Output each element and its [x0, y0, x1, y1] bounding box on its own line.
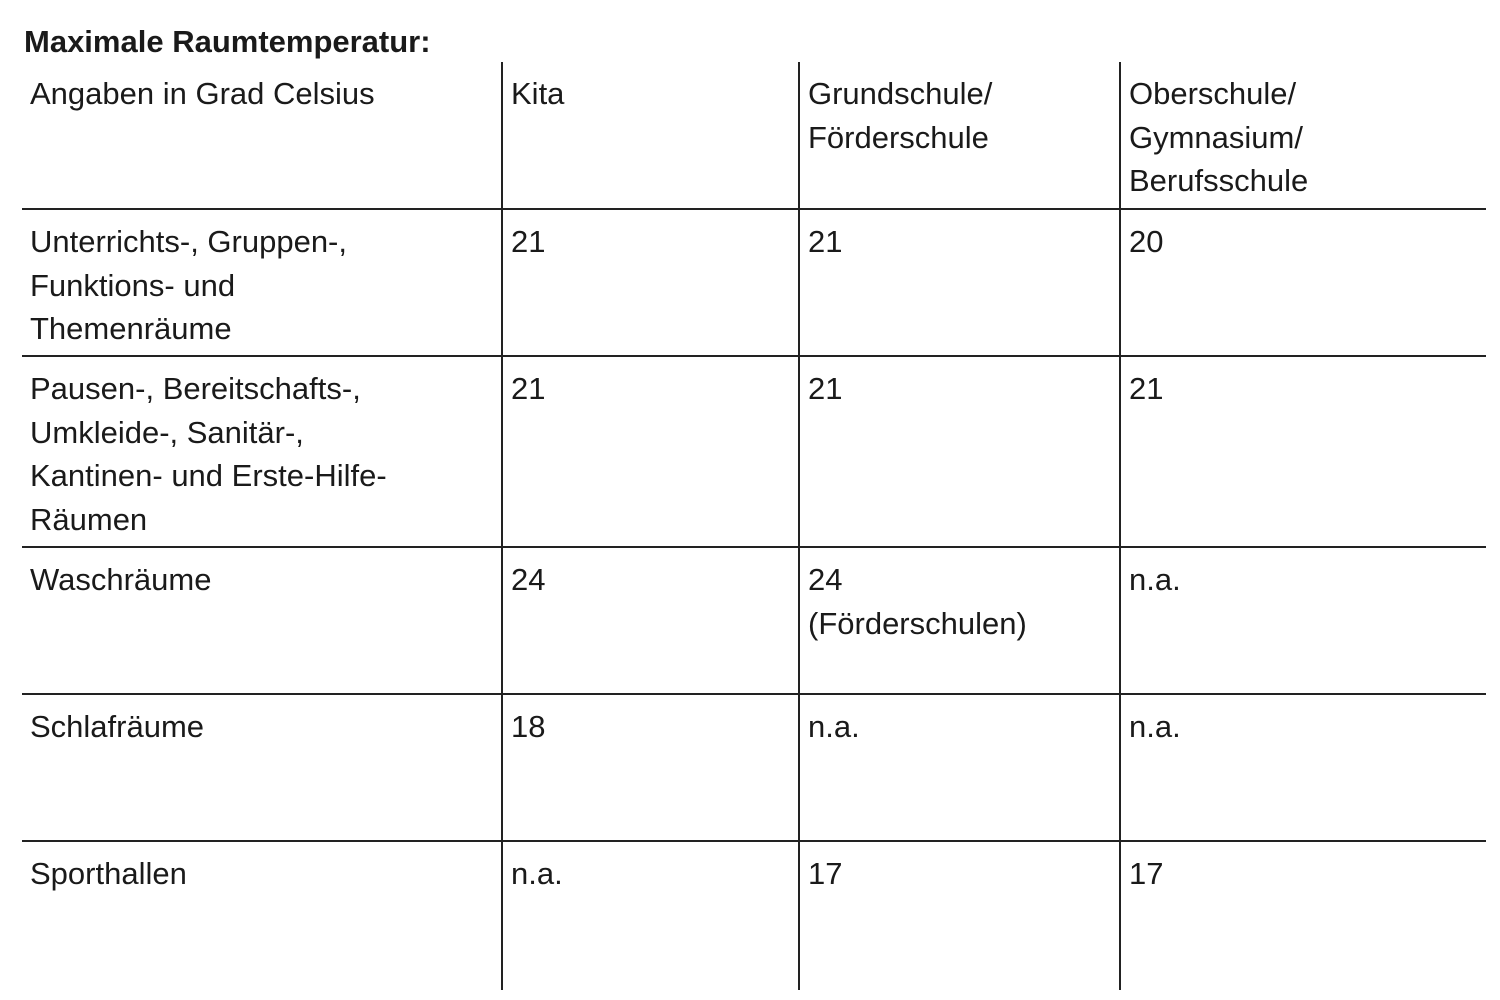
- header-cell-kita: Kita: [502, 62, 799, 209]
- grundschule-value-cell: 24 (Förderschulen): [799, 547, 1120, 694]
- table-body: [22, 209, 1486, 990]
- table-row: [22, 694, 1486, 841]
- table-row: [22, 547, 1486, 694]
- header-cell-oberschule: Oberschule/ Gymnasium/ Berufsschule: [1120, 62, 1486, 209]
- table-header: [22, 62, 1486, 209]
- table-row: [22, 209, 1486, 356]
- oberschule-value-cell: 17: [1120, 841, 1486, 990]
- room-type-cell: Sporthallen: [22, 841, 502, 990]
- oberschule-value-cell: n.a.: [1120, 547, 1486, 694]
- oberschule-value-cell: 20: [1120, 209, 1486, 356]
- room-type-cell: Pausen-, Bereitschafts-, Umkleide-, Sanitär-, Kantinen- und Erste-Hilfe- Räumen: [22, 356, 502, 547]
- header-cell-grundschule: Grundschule/ Förderschule: [799, 62, 1120, 209]
- grundschule-value-cell: n.a.: [799, 694, 1120, 841]
- kita-value-cell: n.a.: [502, 841, 799, 990]
- grundschule-value-cell: 17: [799, 841, 1120, 990]
- kita-value-cell: 24: [502, 547, 799, 694]
- kita-value-cell: 21: [502, 356, 799, 547]
- table-row: [22, 841, 1486, 990]
- oberschule-value-cell: n.a.: [1120, 694, 1486, 841]
- header-cell-unit: Angaben in Grad Celsius: [30, 76, 375, 111]
- oberschule-value-cell: 21: [1120, 356, 1486, 547]
- room-type-cell: Unterrichts-, Gruppen-, Funktions- und Themenräume: [22, 209, 502, 356]
- kita-value-cell: 21: [502, 209, 799, 356]
- room-type-cell: Waschräume: [22, 547, 502, 694]
- grundschule-value-cell: 21: [799, 356, 1120, 547]
- kita-value-cell: 18: [502, 694, 799, 841]
- room-temperature-table: [22, 62, 1486, 990]
- table-row: [22, 356, 1486, 547]
- room-type-cell: Schlafräume: [22, 694, 502, 841]
- header-row: [22, 62, 1486, 209]
- grundschule-value-cell: 21: [799, 209, 1120, 356]
- document-title: Maximale Raumtemperatur:: [24, 24, 431, 59]
